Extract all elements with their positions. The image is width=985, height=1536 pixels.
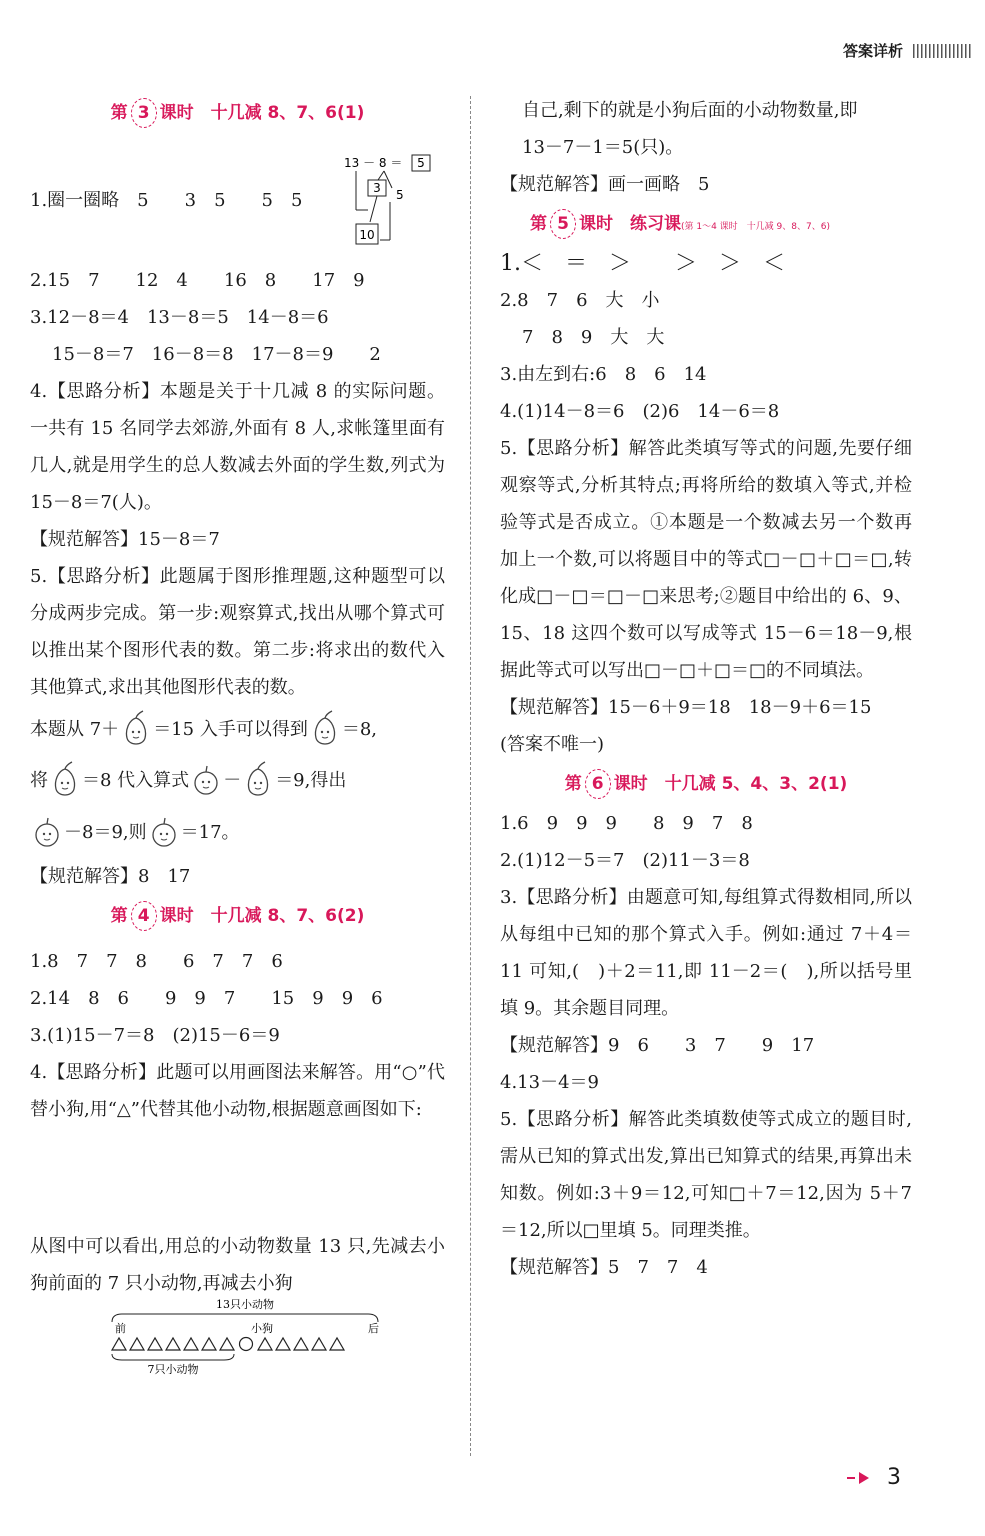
animal-line-diagram [100, 1296, 390, 1376]
diagram-box-b: 10 [359, 228, 375, 242]
back-label: 后 [368, 1322, 379, 1335]
diagram-box-a: 3 [373, 181, 381, 195]
lesson-number-circle: 5 [550, 209, 576, 239]
column-divider [470, 96, 471, 1456]
answer-line: 1.8 7 7 8 6 7 7 6 [30, 951, 283, 972]
lesson-number-circle: 3 [131, 98, 157, 128]
answer-paragraph: 5.【思路分析】解答此类填数使等式成立的题目时,需从已知的算式出发,算出已知算式的结果,再算出未知数。例如:3＋9＝12,可知□＋7＝12,因为 5＋7＝12,所以□里填 5。同理类推。 [500, 1109, 912, 1241]
front-label: 前 [115, 1322, 126, 1335]
pear-icon [119, 710, 153, 750]
pear-icon [48, 761, 82, 801]
total-label: 13只小动物 [216, 1298, 274, 1311]
header-decoration [913, 44, 971, 58]
triangles-before [112, 1338, 234, 1350]
answer-line: (答案不唯一) [500, 734, 605, 755]
answer-line: 1.6 9 9 9 8 9 7 8 [500, 813, 753, 834]
answer-line: 2.8 7 6 大 小 [500, 290, 660, 311]
answer-line: 4.13－4＝9 [500, 1072, 599, 1093]
answer-line: 3.12－8＝4 13－8＝5 14－8＝6 [30, 307, 329, 328]
dog-label: 小狗 [251, 1322, 273, 1335]
answer-line: 【规范解答】15－6＋9＝18 18－9＋6＝15 [500, 697, 872, 718]
diagram-result: 5 [417, 156, 425, 170]
pear-line-3: －8＝9,则 ＝17。 [30, 808, 445, 858]
answer-paragraph: 从图中可以看出,用总的小动物数量 13 只,先减去小狗前面的 7 只小动物,再减去小狗 [30, 1236, 445, 1294]
answer-line: 4.(1)14－8＝6 (2)6 14－6＝8 [500, 401, 780, 422]
answer-line: 1.＜ ＝ ＞ ＞ ＞ ＜ [500, 251, 785, 276]
answer-paragraph: 4.【思路分析】此题可以用画图法来解答。用“○”代替小狗,用“△”代替其他小动物,根据题意画图如下: [30, 1062, 445, 1120]
subtraction-diagram [340, 152, 440, 262]
apple-icon [30, 813, 64, 853]
page-footer [845, 1465, 901, 1490]
answer-line: 自己,剩下的就是小狗后面的小动物数量,即 [522, 100, 858, 121]
lesson-number-circle: 6 [585, 769, 611, 799]
answer-paragraph: 5.【思路分析】此题属于图形推理题,这种题型可以分成两步完成。第一步:观察算式,找出从哪个算式可以推出某个图形代表的数。第二步:将求出的数代入其他算式,求出其他图形代表的数。 [30, 566, 445, 698]
triangles-after [258, 1338, 344, 1350]
spacer [30, 1128, 445, 1228]
diagram-equation: 13 － 8 ＝ [344, 156, 403, 170]
answer-line: 2.14 8 6 9 9 7 15 9 9 6 [30, 988, 383, 1009]
answer-line: 【规范解答】5 7 7 4 [500, 1257, 708, 1278]
dog-circle [240, 1338, 253, 1351]
pear-icon [241, 761, 275, 801]
answer-line: 【规范解答】9 6 3 7 9 17 [500, 1035, 815, 1056]
lesson-4-heading: 第 4 课时 十几减 8、7、6(2) [30, 895, 445, 937]
answer-paragraph: 5.【思路分析】解答此类填写等式的问题,先要仔细观察等式,分析其特点;再将所给的数填入等式,并检验等式是否成立。①本题是一个数减去另一个数再加上一个数,可以将题目中的等式□－□＋□＝□,转化成□－□＝□－□来思考;②题目中给出的 6、9、15、18 这四个数可以写成等式 15－6＝18－9,根据此等式可以写出□－□＋□＝□的不同填法。 [500, 438, 912, 681]
page-header [843, 40, 971, 61]
answer-line: 【规范解答】画一画略 5 [500, 174, 710, 195]
pear-line-1: 本题从 7＋ ＝15 入手可以得到 ＝8, [30, 706, 445, 754]
left-column [30, 92, 445, 1302]
answer-paragraph: 4.【思路分析】本题是关于十几减 8 的实际问题。一共有 15 名同学去郊游,外面有 8 人,求帐篷里面有几人,就是用学生的总人数减去外面的学生数,列式为15－8＝7(人)。 [30, 381, 445, 513]
answer-paragraph: 3.【思路分析】由题意可知,每组算式得数相同,所以从每组中已知的那个算式入手。例如:通过 7＋4＝11 可知,( )＋2＝11,即 11－2＝( ),所以括号里填 9。其余题目同理。 [500, 887, 912, 1019]
diagram-side: 5 [396, 188, 404, 202]
answer-line: 13－7－1＝5(只)。 [522, 137, 684, 158]
lesson-5-heading: 第 5 课时 练习课(第 1～4 课时 十几减 9、8、7、6) [500, 203, 912, 245]
answer-line: 7 8 9 大 大 [522, 327, 665, 348]
answer-line: 2.(1)12－5＝7 (2)11－3＝8 [500, 850, 750, 871]
arrow-icon [845, 1470, 875, 1486]
answer-line: 3.(1)15－7＝8 (2)15－6＝9 [30, 1025, 280, 1046]
answer-line: 1.圈一圈略 5 3 5 5 5 [30, 190, 303, 211]
pear-line-2: 将 ＝8 代入算式 － ＝9,得出 [30, 754, 445, 808]
answer-line: 2.15 7 12 4 16 8 17 9 [30, 270, 365, 291]
pear-icon [308, 710, 342, 750]
lesson-3-heading: 第 3 课时 十几减 8、7、6(1) [30, 92, 445, 134]
answer-line: 15－8＝7 16－8＝8 17－8＝9 2 [52, 344, 381, 365]
apple-icon [147, 813, 181, 853]
right-column [500, 92, 912, 1286]
header-title: 答案详析 [842, 42, 903, 60]
page-number: 3 [887, 1465, 901, 1490]
lesson-number-circle: 4 [131, 901, 157, 931]
answer-line: 3.由左到右:6 8 6 14 [500, 364, 707, 385]
before-label: 7只小动物 [147, 1363, 199, 1376]
answer-line: 【规范解答】15－8＝7 [30, 529, 220, 550]
apple-icon [189, 761, 223, 801]
lesson-6-heading: 第 6 课时 十几减 5、4、3、2(1) [500, 763, 912, 805]
answer-line: 【规范解答】8 17 [30, 866, 191, 887]
